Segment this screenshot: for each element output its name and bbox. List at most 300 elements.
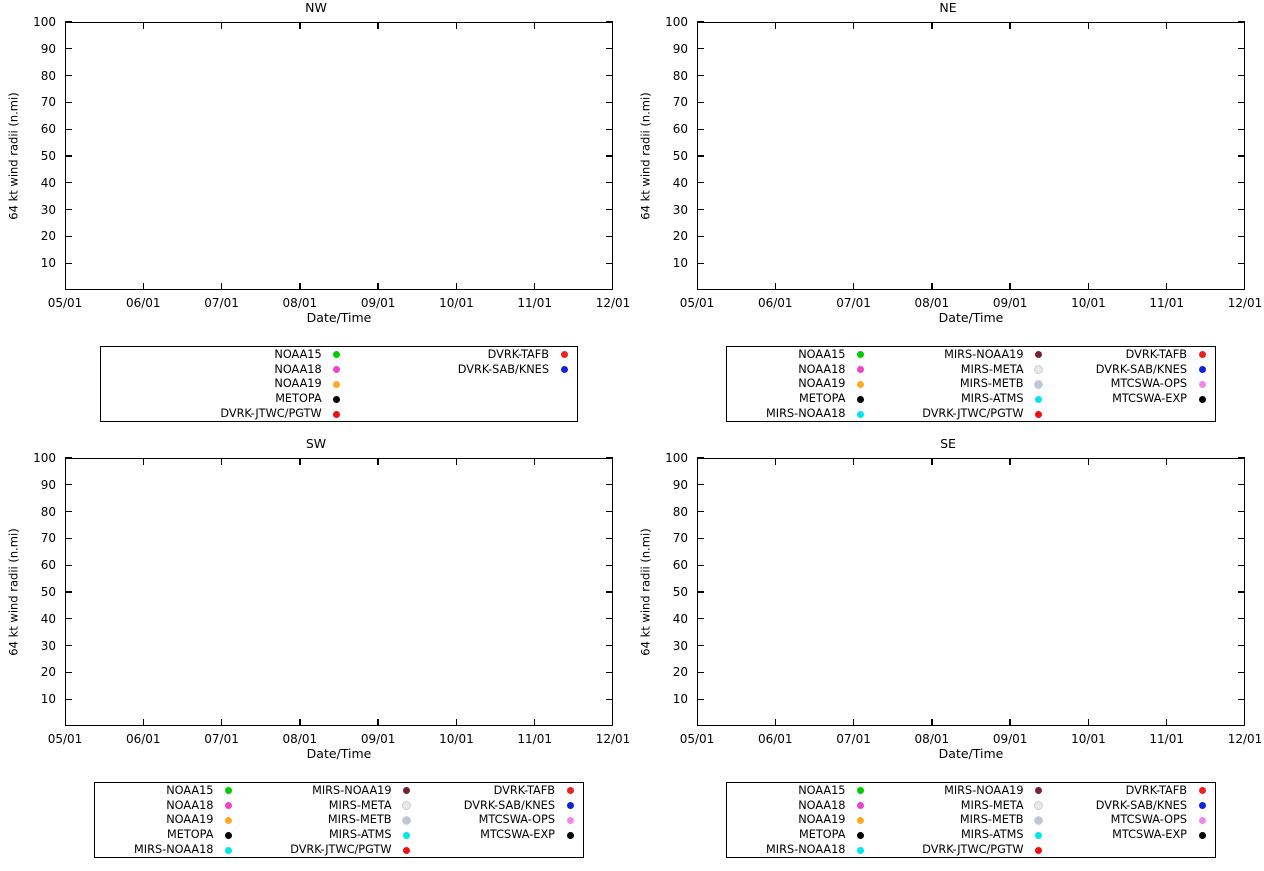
legend-row <box>101 406 577 421</box>
x-tick-label: 12/01 <box>1227 732 1263 746</box>
legend-row <box>95 813 583 828</box>
legend-dot-icon <box>567 832 574 839</box>
y-tick-mark <box>1238 699 1245 700</box>
x-tick-mark <box>456 719 457 726</box>
legend-marker <box>1189 842 1215 857</box>
legend <box>726 346 1216 422</box>
legend-dot-icon <box>1199 832 1206 839</box>
x-tick-label: 07/01 <box>836 296 871 310</box>
legend-label <box>350 406 551 421</box>
x-tick-mark <box>775 458 776 465</box>
x-tick-label: 11/01 <box>517 732 552 746</box>
y-tick-label: 40 <box>40 611 56 626</box>
y-tick-mark <box>65 263 72 264</box>
legend-label: NOAA15 <box>274 347 322 361</box>
x-tick-label: 05/01 <box>679 296 715 310</box>
y-tick-label: 90 <box>40 477 56 492</box>
y-tick-label: 20 <box>672 665 688 680</box>
legend-dot-icon <box>402 816 411 825</box>
x-tick-mark <box>143 283 144 290</box>
legend-dot-icon <box>857 832 864 839</box>
y-tick-mark <box>1238 672 1245 673</box>
legend-row <box>727 406 1215 421</box>
legend-marker <box>847 798 873 813</box>
legend-marker <box>847 827 873 842</box>
legend-label: NOAA18 <box>798 362 846 376</box>
y-tick-mark <box>65 21 72 22</box>
y-tick-label: 90 <box>672 41 688 56</box>
legend-dot-icon <box>567 817 574 824</box>
y-tick-mark <box>65 699 72 700</box>
x-tick-label: 11/01 <box>517 296 552 310</box>
legend-marker <box>1026 377 1052 392</box>
plot-area <box>65 22 613 290</box>
x-tick-label: 05/01 <box>47 296 83 310</box>
y-tick-mark <box>697 565 704 566</box>
legend-label: MIRS-NOAA18 <box>766 843 846 857</box>
plot-area <box>65 458 613 726</box>
legend-dot-icon <box>333 396 340 403</box>
x-tick-mark <box>377 22 378 29</box>
legend-dot-icon <box>1199 366 1206 373</box>
legend-label: NOAA18 <box>166 798 214 812</box>
legend-dot-icon <box>857 396 864 403</box>
legend-marker <box>394 842 420 857</box>
legend-marker <box>557 827 583 842</box>
x-axis-label: Date/Time <box>306 310 372 325</box>
legend-marker <box>394 783 420 798</box>
x-tick-label: 12/01 <box>595 732 631 746</box>
legend-dot-icon <box>1034 816 1043 825</box>
legend-row <box>727 362 1215 377</box>
x-tick-mark <box>299 458 300 465</box>
panel-title: NW <box>305 0 327 15</box>
y-tick-label: 40 <box>672 611 688 626</box>
legend-marker <box>847 783 873 798</box>
legend-label: DVRK-JTWC/PGTW <box>922 407 1024 421</box>
x-tick-label: 10/01 <box>1071 296 1106 310</box>
legend-dot-icon <box>857 381 864 388</box>
x-tick-mark <box>299 719 300 726</box>
legend-dot-icon <box>857 847 864 854</box>
y-tick-label: 20 <box>40 665 56 680</box>
legend-marker <box>847 347 873 362</box>
y-axis-label: 64 kt wind radii (n.mi) <box>639 92 653 220</box>
y-tick-label: 80 <box>40 68 56 83</box>
legend <box>726 782 1216 858</box>
legend-marker <box>1026 406 1052 421</box>
y-tick-mark <box>697 672 704 673</box>
y-tick-label: 60 <box>672 122 688 137</box>
x-tick-mark <box>221 283 222 290</box>
x-tick-mark <box>931 458 932 465</box>
legend-dot-icon <box>1034 365 1043 374</box>
y-tick-mark <box>606 155 613 156</box>
legend-marker <box>1026 783 1052 798</box>
legend-label: MIRS-METB <box>959 377 1024 391</box>
legend-marker <box>394 827 420 842</box>
y-tick-label: 30 <box>40 202 56 217</box>
legend-label: MIRS-METB <box>959 813 1024 827</box>
y-tick-mark <box>1238 565 1245 566</box>
y-tick-mark <box>697 129 704 130</box>
x-tick-mark <box>534 719 535 726</box>
legend-marker <box>1026 827 1052 842</box>
x-tick-mark <box>1009 283 1010 290</box>
y-tick-label: 80 <box>672 68 688 83</box>
legend-row <box>727 783 1215 798</box>
y-tick-mark <box>697 457 704 458</box>
y-tick-label: 80 <box>672 504 688 519</box>
legend-label <box>1052 842 1189 857</box>
legend-label <box>350 391 551 406</box>
y-tick-mark <box>1238 182 1245 183</box>
panel-title: NE <box>939 0 957 15</box>
legend-marker <box>557 813 583 828</box>
legend-marker <box>324 391 350 406</box>
y-tick-mark <box>1238 645 1245 646</box>
legend-marker <box>215 827 241 842</box>
x-tick-mark <box>143 719 144 726</box>
x-tick-mark <box>1009 22 1010 29</box>
legend-label <box>420 842 557 857</box>
legend-marker <box>394 813 420 828</box>
legend-marker <box>1189 798 1215 813</box>
legend-row <box>95 842 583 857</box>
legend-marker <box>215 798 241 813</box>
x-tick-mark <box>775 719 776 726</box>
legend-label: MIRS-ATMS <box>328 828 392 842</box>
x-tick-mark <box>1166 283 1167 290</box>
legend-marker <box>324 362 350 377</box>
x-tick-label: 08/01 <box>282 732 318 746</box>
y-tick-mark <box>697 75 704 76</box>
y-tick-label: 60 <box>40 122 56 137</box>
legend-label: METOPA <box>275 392 322 406</box>
y-tick-mark <box>697 645 704 646</box>
legend-row <box>101 347 577 362</box>
y-axis-label: 64 kt wind radii (n.mi) <box>639 528 653 656</box>
x-axis-label: Date/Time <box>306 746 372 761</box>
y-tick-label: 40 <box>40 175 56 190</box>
legend-row <box>727 347 1215 362</box>
x-tick-label: 08/01 <box>914 296 950 310</box>
y-tick-mark <box>65 457 72 458</box>
y-tick-mark <box>606 263 613 264</box>
y-tick-mark <box>65 102 72 103</box>
x-tick-mark <box>1088 22 1089 29</box>
legend-marker <box>551 391 577 406</box>
legend-dot-icon <box>857 802 864 809</box>
panel-se <box>632 436 1264 871</box>
y-tick-mark <box>1238 511 1245 512</box>
x-tick-label: 06/01 <box>757 732 793 746</box>
x-tick-label: 09/01 <box>360 296 396 310</box>
y-tick-mark <box>1238 155 1245 156</box>
legend-dot-icon <box>857 787 864 794</box>
legend-marker <box>847 813 873 828</box>
legend-label: NOAA19 <box>274 377 322 391</box>
panel-sw <box>0 436 632 871</box>
y-tick-label: 30 <box>672 202 688 217</box>
y-tick-mark <box>606 672 613 673</box>
y-tick-mark <box>606 618 613 619</box>
x-tick-mark <box>299 283 300 290</box>
legend-row <box>95 827 583 842</box>
legend-dot-icon <box>225 832 232 839</box>
x-tick-mark <box>931 283 932 290</box>
x-tick-label: 10/01 <box>439 296 474 310</box>
legend-marker <box>324 347 350 362</box>
legend-marker <box>1026 347 1052 362</box>
y-tick-label: 70 <box>672 531 688 546</box>
legend-row <box>727 377 1215 392</box>
y-axis-label: 64 kt wind radii (n.mi) <box>7 92 21 220</box>
x-tick-label: 05/01 <box>47 732 83 746</box>
legend-dot-icon <box>857 411 864 418</box>
y-tick-mark <box>697 484 704 485</box>
legend-dot-icon <box>403 832 410 839</box>
x-tick-label: 06/01 <box>125 296 161 310</box>
x-tick-mark <box>456 22 457 29</box>
y-tick-mark <box>697 699 704 700</box>
y-tick-mark <box>65 155 72 156</box>
legend-marker <box>1189 391 1215 406</box>
x-tick-label: 09/01 <box>992 732 1028 746</box>
legend-marker <box>215 813 241 828</box>
legend-marker <box>1189 377 1215 392</box>
legend-dot-icon <box>402 801 411 810</box>
x-tick-label: 12/01 <box>1227 296 1263 310</box>
y-tick-mark <box>606 236 613 237</box>
y-tick-mark <box>65 538 72 539</box>
legend-dot-icon <box>1199 351 1206 358</box>
legend-label: MIRS-META <box>960 798 1024 812</box>
y-tick-label: 50 <box>40 149 56 163</box>
x-tick-label: 08/01 <box>914 732 950 746</box>
legend <box>94 782 584 858</box>
legend-marker <box>394 798 420 813</box>
y-tick-mark <box>606 699 613 700</box>
y-tick-mark <box>65 129 72 130</box>
legend-dot-icon <box>333 411 340 418</box>
legend-dot-icon <box>1199 817 1206 824</box>
x-tick-label: 11/01 <box>1149 732 1184 746</box>
y-tick-mark <box>697 21 704 22</box>
legend-row <box>101 362 577 377</box>
y-tick-mark <box>697 102 704 103</box>
legend-dot-icon <box>225 787 232 794</box>
x-tick-mark <box>534 283 535 290</box>
panel-nw <box>0 0 632 435</box>
legend-label: MIRS-ATMS <box>960 828 1024 842</box>
legend-marker <box>557 842 583 857</box>
legend-label: MIRS-NOAA18 <box>134 843 214 857</box>
y-tick-label: 100 <box>665 15 688 29</box>
legend-dot-icon <box>857 366 864 373</box>
legend-label: NOAA15 <box>798 347 846 361</box>
y-tick-mark <box>1238 618 1245 619</box>
legend-label: METOPA <box>166 828 214 842</box>
x-tick-mark <box>377 458 378 465</box>
legend-label: METOPA <box>798 828 846 842</box>
legend-marker <box>1026 362 1052 377</box>
legend-marker <box>551 377 577 392</box>
legend-dot-icon <box>403 787 410 794</box>
x-tick-mark <box>931 719 932 726</box>
legend-marker <box>1189 347 1215 362</box>
legend-dot-icon <box>225 802 232 809</box>
y-tick-mark <box>697 209 704 210</box>
x-tick-mark <box>456 283 457 290</box>
x-tick-mark <box>534 458 535 465</box>
y-tick-mark <box>606 645 613 646</box>
panel-ne <box>632 0 1264 435</box>
y-tick-label: 60 <box>672 558 688 573</box>
legend-label: NOAA19 <box>798 813 846 827</box>
legend-label: DVRK-SAB/KNES <box>463 798 555 812</box>
y-tick-label: 10 <box>40 256 56 271</box>
legend-dot-icon <box>1199 396 1206 403</box>
panel-title: SW <box>305 436 327 451</box>
legend-label: DVRK-TAFB <box>493 783 555 797</box>
y-tick-mark <box>1238 102 1245 103</box>
y-tick-mark <box>697 511 704 512</box>
y-tick-mark <box>606 182 613 183</box>
legend-dot-icon <box>567 802 574 809</box>
x-tick-mark <box>143 458 144 465</box>
legend-label: DVRK-JTWC/PGTW <box>220 407 322 421</box>
legend-label: NOAA19 <box>166 813 214 827</box>
y-tick-mark <box>1238 484 1245 485</box>
panel-title: SE <box>940 436 956 451</box>
y-tick-mark <box>65 672 72 673</box>
y-tick-label: 90 <box>672 477 688 492</box>
y-tick-mark <box>65 484 72 485</box>
x-tick-mark <box>1166 719 1167 726</box>
legend-dot-icon <box>1035 832 1042 839</box>
legend-label: MIRS-META <box>328 798 392 812</box>
y-tick-label: 70 <box>40 95 56 110</box>
y-tick-mark <box>65 511 72 512</box>
legend-label: METOPA <box>798 392 846 406</box>
y-tick-mark <box>65 209 72 210</box>
legend-row <box>727 813 1215 828</box>
legend-label: MTCSWA-OPS <box>478 813 555 827</box>
legend-marker <box>1026 813 1052 828</box>
legend-label: NOAA15 <box>798 783 846 797</box>
y-tick-mark <box>606 591 613 592</box>
legend-dot-icon <box>225 817 232 824</box>
legend-label: MTCSWA-OPS <box>1110 813 1187 827</box>
legend-dot-icon <box>1199 802 1206 809</box>
y-tick-mark <box>697 591 704 592</box>
x-tick-mark <box>853 283 854 290</box>
legend-label: MIRS-META <box>960 362 1024 376</box>
legend-label: MIRS-NOAA18 <box>766 407 846 421</box>
legend-label: MTCSWA-EXP <box>1112 828 1187 842</box>
y-tick-mark <box>606 102 613 103</box>
x-tick-mark <box>299 22 300 29</box>
y-tick-label: 100 <box>33 15 56 29</box>
x-tick-mark <box>534 22 535 29</box>
legend-marker <box>215 842 241 857</box>
x-tick-mark <box>221 458 222 465</box>
y-tick-label: 80 <box>40 504 56 519</box>
y-tick-mark <box>65 591 72 592</box>
legend-row <box>727 798 1215 813</box>
x-tick-mark <box>853 22 854 29</box>
legend-label: NOAA15 <box>166 783 214 797</box>
x-tick-mark <box>1088 283 1089 290</box>
x-axis-label: Date/Time <box>938 746 1004 761</box>
legend-marker <box>1189 783 1215 798</box>
legend-label: NOAA19 <box>798 377 846 391</box>
y-tick-mark <box>606 457 613 458</box>
legend-marker <box>847 842 873 857</box>
plot-area <box>697 458 1245 726</box>
legend-label: DVRK-SAB/KNES <box>1095 798 1187 812</box>
legend-dot-icon <box>403 847 410 854</box>
legend-dot-icon <box>561 366 568 373</box>
y-tick-label: 10 <box>40 692 56 707</box>
legend-label: DVRK-SAB/KNES <box>1095 362 1187 376</box>
legend-marker <box>847 377 873 392</box>
legend-dot-icon <box>1035 847 1042 854</box>
legend-row <box>95 798 583 813</box>
x-tick-mark <box>1088 458 1089 465</box>
x-tick-label: 06/01 <box>125 732 161 746</box>
legend-marker <box>324 377 350 392</box>
y-tick-mark <box>1238 129 1245 130</box>
legend-dot-icon <box>1035 396 1042 403</box>
legend-dot-icon <box>333 381 340 388</box>
y-tick-mark <box>606 511 613 512</box>
y-tick-label: 50 <box>672 149 688 163</box>
y-tick-mark <box>65 618 72 619</box>
y-tick-mark <box>697 182 704 183</box>
y-tick-label: 70 <box>40 531 56 546</box>
y-tick-mark <box>606 484 613 485</box>
y-tick-label: 100 <box>665 451 688 465</box>
y-tick-label: 70 <box>672 95 688 110</box>
x-tick-label: 10/01 <box>1071 732 1106 746</box>
legend-marker <box>551 347 577 362</box>
y-tick-mark <box>697 263 704 264</box>
legend-marker <box>1026 798 1052 813</box>
x-tick-label: 07/01 <box>204 732 239 746</box>
legend-label: MIRS-ATMS <box>960 392 1024 406</box>
y-tick-mark <box>606 48 613 49</box>
x-tick-label: 06/01 <box>757 296 793 310</box>
y-tick-mark <box>1238 591 1245 592</box>
legend-dot-icon <box>1035 351 1042 358</box>
legend-marker <box>1189 827 1215 842</box>
y-tick-mark <box>606 538 613 539</box>
legend-row <box>727 391 1215 406</box>
legend-marker <box>1026 842 1052 857</box>
x-tick-mark <box>456 458 457 465</box>
plot-area <box>697 22 1245 290</box>
y-tick-mark <box>1238 75 1245 76</box>
legend-label: MTCSWA-EXP <box>480 828 555 842</box>
y-tick-mark <box>65 645 72 646</box>
legend-label: MIRS-NOAA19 <box>944 783 1024 797</box>
legend-marker <box>847 391 873 406</box>
x-tick-label: 11/01 <box>1149 296 1184 310</box>
y-tick-mark <box>65 182 72 183</box>
x-tick-label: 12/01 <box>595 296 631 310</box>
